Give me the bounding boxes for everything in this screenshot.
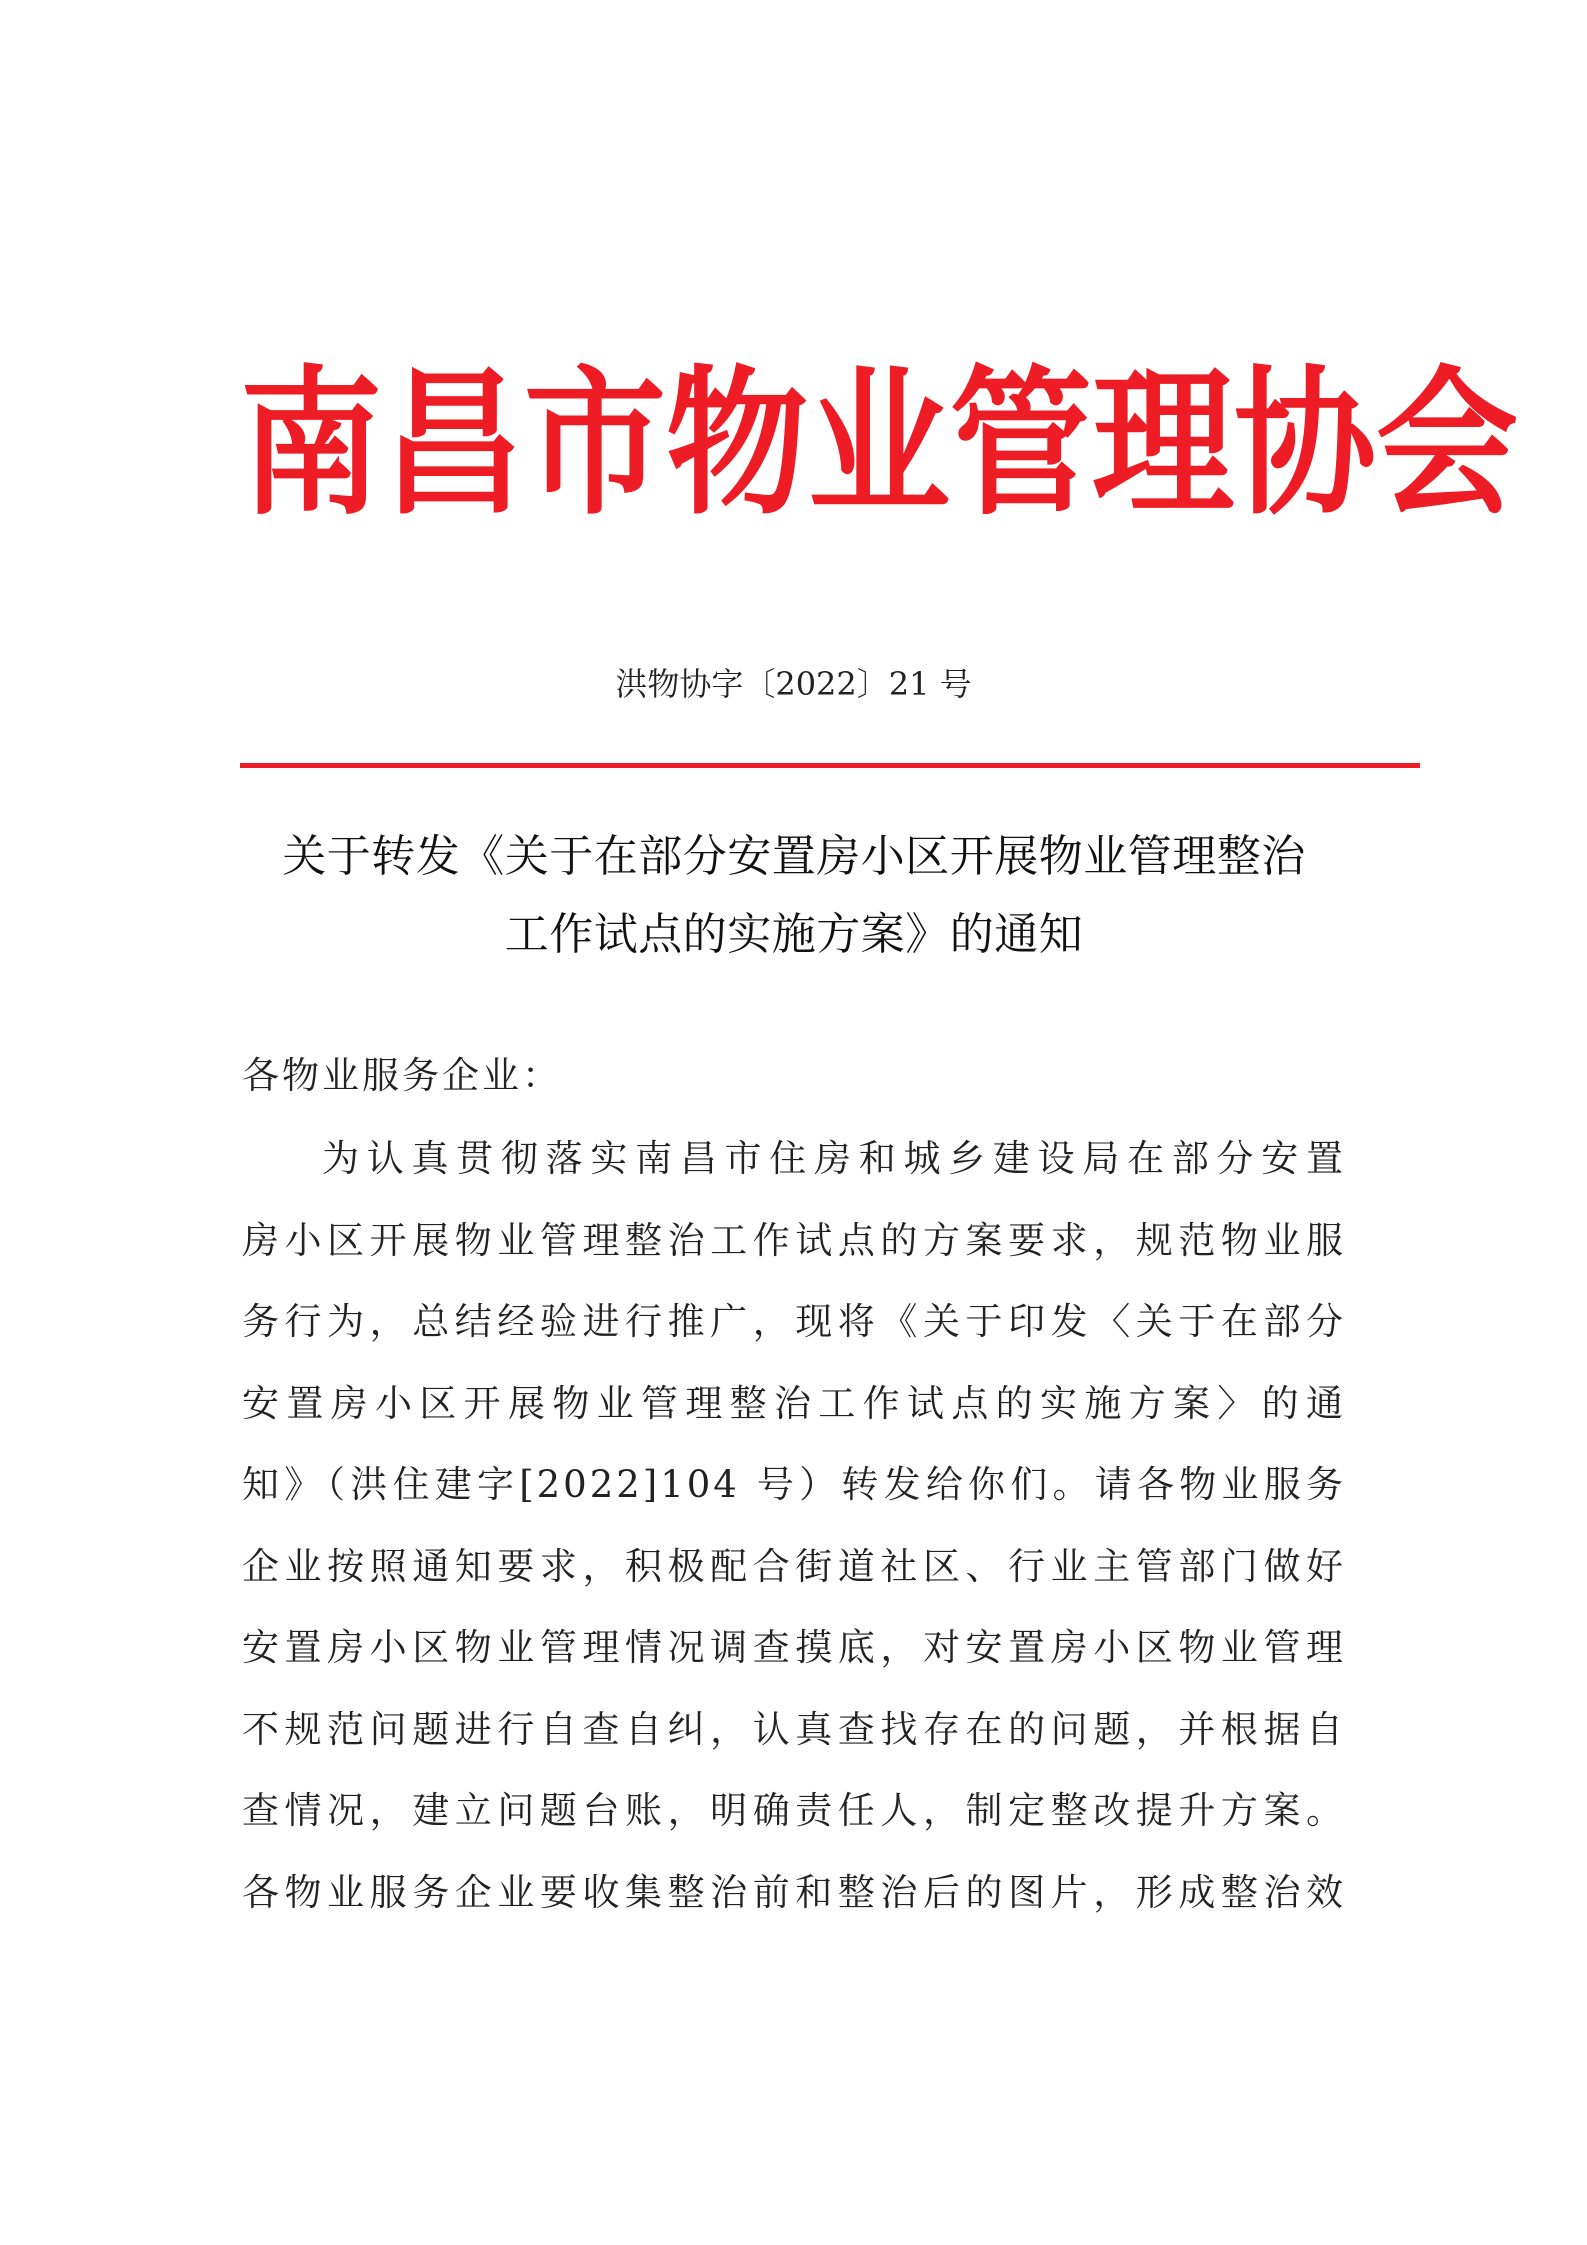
salutation: 各物业服务企业： [242,1054,562,1097]
notice-title-line-2: 工作试点的实施方案》的通知 [504,909,1084,960]
document-number: 洪物协字〔2022〕21 号 [615,665,972,703]
body-line-4: 安置房小区开展物业管理整治工作试点的实施方案〉的通 [242,1381,1346,1425]
body-paragraph [242,1118,1346,1933]
organization-title: 南昌市物业管理协会 [240,352,1518,537]
body-line-5: 知》（洪住建字[2022]104 号）转发给你们。请各物业服务 [242,1463,1346,1506]
body-line-7: 安置房小区物业管理情况调查摸底，对安置房小区物业管理 [242,1626,1346,1669]
notice-title [240,818,1348,974]
notice-title-line-1: 关于转发《关于在部分安置房小区开展物业管理整治 [282,831,1306,882]
red-divider-line [240,763,1420,768]
body-line-10: 各物业服务企业要收集整治前和整治后的图片，形成整治效 [242,1870,1346,1914]
body-line-2: 房小区开展物业管理整治工作试点的方案要求，规范物业服 [242,1218,1346,1262]
body-line-3: 务行为，总结经验进行推广，现将《关于印发〈关于在部分 [242,1300,1346,1343]
body-line-6: 企业按照通知要求，积极配合街道社区、行业主管部门做好 [242,1544,1346,1588]
body-line-9: 查情况，建立问题台账，明确责任人，制定整改提升方案。 [242,1789,1346,1832]
body-line-8: 不规范问题进行自查自纠，认真查找存在的问题，并根据自 [242,1707,1346,1751]
body-line-1: 为认真贯彻落实南昌市住房和城乡建设局在部分安置 [322,1137,1346,1180]
